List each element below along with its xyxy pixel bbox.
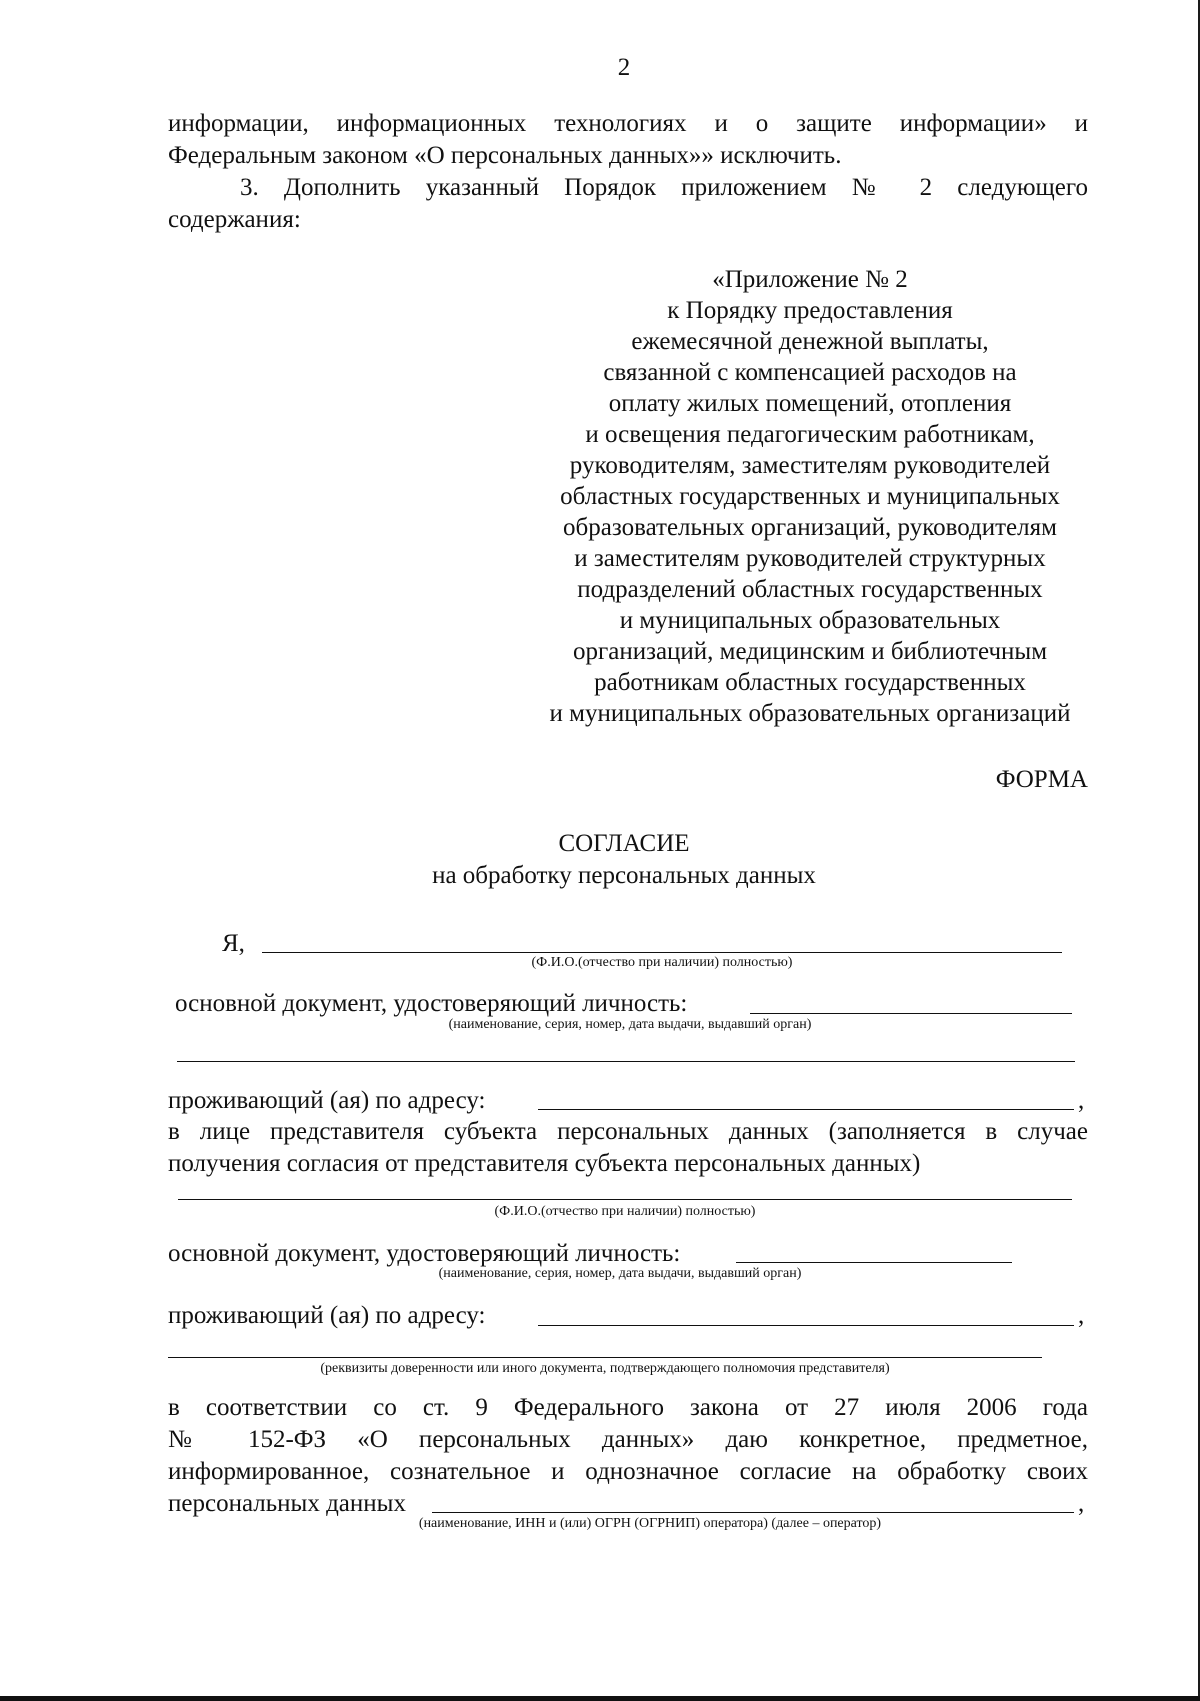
operator-comma: , — [1078, 1490, 1085, 1517]
power-hint: (реквизиты доверенности или иного документа, подтверждающего полномочия представителя) — [320, 1361, 890, 1376]
rep-fio-field-line[interactable] — [178, 1199, 1072, 1200]
doc-field-line-2[interactable] — [177, 1061, 1075, 1062]
appendix-line: руководителям, заместителям руководителей — [569, 452, 1051, 479]
appendix-line: «Приложение № 2 — [712, 266, 908, 293]
appendix-line: и муниципальных образовательных организаций — [549, 700, 1071, 727]
power-field-line[interactable] — [168, 1357, 1042, 1358]
doc-hint: (наименование, серия, номер, дата выдачи, выдавший орган) — [448, 1017, 812, 1032]
address-field-line[interactable] — [538, 1109, 1074, 1110]
consent-line-3: информированное, сознательное и однозначное согласие на обработку своих — [168, 1458, 1088, 1485]
fio-field-line[interactable] — [262, 952, 1062, 953]
rep-address-comma: , — [1078, 1302, 1085, 1329]
appendix-line: работникам областных государственных — [594, 669, 1026, 696]
fio-hint: (Ф.И.О.(отчество при наличии) полностью) — [531, 955, 793, 970]
ya-label: Я, — [222, 930, 245, 957]
appendix-line: и муниципальных образовательных — [619, 607, 1001, 634]
appendix-line: оплату жилых помещений, отопления — [608, 390, 1012, 417]
operator-hint: (наименование, ИНН и (или) ОГРН (ОГРНИП) оператора) (далее – оператор) — [418, 1516, 882, 1531]
intro-line-1: информации, информационных технологиях и о защите информации» и — [168, 110, 1088, 137]
appendix-line: организаций, медицинским и библиотечным — [572, 638, 1048, 665]
rep-line-1: в лице представителя субъекта персональных данных (заполняется в случае — [168, 1118, 1088, 1145]
intro-line-2: Федеральным законом «О персональных данных»» исключить. — [168, 142, 842, 169]
rep-doc-label: основной документ, удостоверяющий личность: — [168, 1240, 681, 1267]
intro-line-4: содержания: — [168, 206, 301, 233]
rep-doc-field-line[interactable] — [736, 1262, 1012, 1263]
operator-field-line[interactable] — [432, 1512, 1074, 1513]
appendix-line: ежемесячной денежной выплаты, — [631, 328, 989, 355]
consent-line-4: персональных данных — [168, 1490, 406, 1517]
page-number: 2 — [617, 54, 631, 81]
appendix-line: и освещения педагогическим работникам, — [585, 421, 1035, 448]
rep-address-label: проживающий (ая) по адресу: — [168, 1302, 486, 1329]
rep-line-2: получения согласия от представителя субъекта персональных данных) — [168, 1150, 921, 1177]
document-subtitle: на обработку персональных данных — [432, 862, 816, 889]
appendix-line: образовательных организаций, руководителям — [563, 514, 1057, 541]
appendix-header — [500, 264, 1120, 729]
consent-line-2: № 152-ФЗ «О персональных данных» даю конкретное, предметное, — [168, 1426, 1088, 1453]
appendix-line: областных государственных и муниципальных — [560, 483, 1060, 510]
address-label: проживающий (ая) по адресу: — [168, 1087, 486, 1114]
consent-line-1: в соответствии со ст. 9 Федерального закона от 27 июля 2006 года — [168, 1394, 1088, 1421]
rep-fio-hint: (Ф.И.О.(отчество при наличии) полностью) — [494, 1204, 756, 1219]
form-label: ФОРМА — [995, 766, 1088, 793]
intro-line-3: 3. Дополнить указанный Порядок приложением № 2 следующего — [240, 174, 1088, 201]
appendix-line: и заместителям руководителей структурных — [574, 545, 1046, 572]
appendix-line: связанной с компенсацией расходов на — [603, 359, 1017, 386]
doc-label: основной документ, удостоверяющий личность: — [175, 990, 688, 1017]
appendix-line: к Порядку предоставления — [667, 297, 953, 324]
appendix-line: подразделений областных государственных — [577, 576, 1043, 603]
address-comma: , — [1078, 1087, 1085, 1114]
doc-field-line[interactable] — [750, 1013, 1072, 1014]
document-title: СОГЛАСИЕ — [558, 830, 690, 857]
scan-edge-bottom — [0, 1696, 1200, 1701]
rep-address-field-line[interactable] — [538, 1325, 1074, 1326]
rep-doc-hint: (наименование, серия, номер, дата выдачи, выдавший орган) — [438, 1266, 802, 1281]
